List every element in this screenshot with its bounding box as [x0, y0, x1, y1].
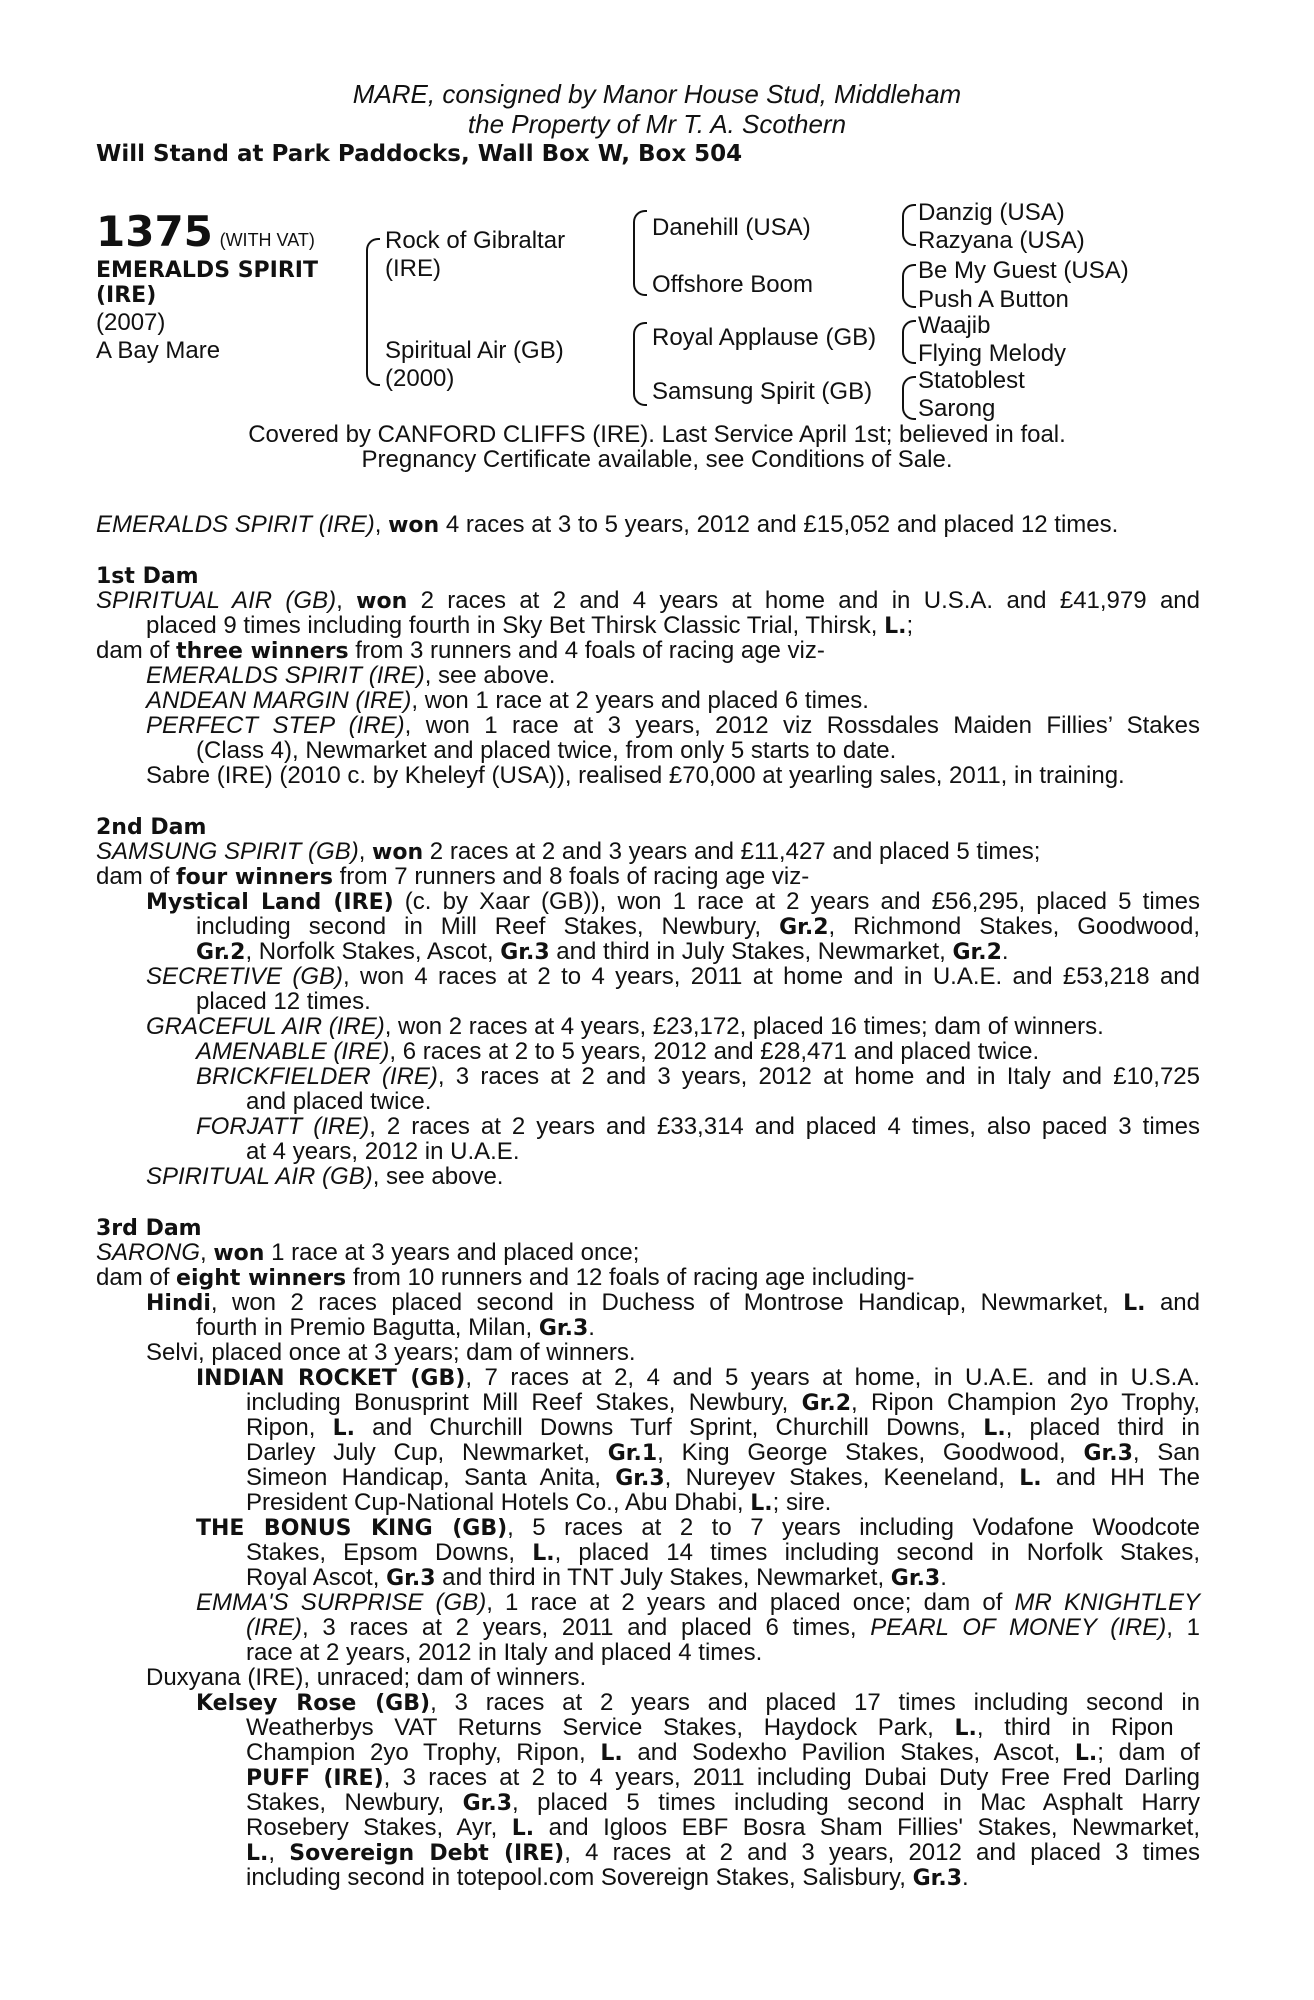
text-run: Darley July Cup, Newmarket,	[246, 1439, 608, 1466]
text-run: ,	[374, 511, 389, 538]
text-run: , 3 races at 2 years, 2011 and placed 6 times,	[302, 1614, 871, 1641]
foaling-year: (2007)	[96, 309, 166, 336]
text-line	[196, 1039, 1039, 1064]
italic-run: EMMA'S SURPRISE (GB)	[196, 1589, 487, 1616]
text-line	[246, 1465, 1200, 1491]
text-run: , placed 14 times including second in Norfolk Stakes,	[554, 1539, 1200, 1566]
bold-run: Gr.3	[462, 1791, 513, 1816]
bold-run: 2nd Dam	[96, 815, 207, 840]
text-line	[146, 713, 1200, 738]
text-run: and Churchill Downs Turf Sprint, Churchill Downs,	[354, 1414, 984, 1441]
text-run: Sabre (IRE) (2010 c. by Kheleyf (USA)), realised £70,000 at yearling sales, 2011, in training.	[146, 762, 1125, 789]
italic-run: SPIRITUAL AIR (GB)	[146, 1163, 373, 1190]
text-line	[96, 563, 199, 589]
bold-run: Gr.3	[538, 1316, 589, 1341]
text-line	[196, 939, 1009, 965]
text-run: , won 2 races at 4 years, £23,172, placed 16 times; dam of winners.	[384, 1013, 1104, 1040]
text-run: including second in totepool.com Sovereign Stakes, Salisbury,	[246, 1864, 913, 1891]
bold-run: Gr.2	[952, 940, 1002, 965]
text-run: Champion 2yo Trophy, Ripon,	[246, 1739, 601, 1766]
bold-run: Gr.3	[1083, 1441, 1133, 1466]
bold-run: Gr.2	[779, 915, 829, 940]
text-run: , placed 5 times including second in Mac Asphalt Harry	[512, 1789, 1200, 1816]
text-run: Stakes, Newbury,	[246, 1789, 463, 1816]
pedigree-bracket-dd	[902, 376, 916, 420]
bold-run: Hindi	[146, 1291, 211, 1316]
text-run: ,	[336, 587, 357, 614]
text-run: , King George Stakes, Goodwood,	[657, 1439, 1084, 1466]
text-run: including second in Mill Reef Stakes, Newbury,	[196, 913, 780, 940]
text-run: and third in TNT July Stakes, Newmarket,	[435, 1564, 891, 1591]
text-line	[196, 1515, 1200, 1541]
text-run: , 3 races at 2 to 4 years, 2011 including Dubai Duty Free Fred Darling	[383, 1764, 1201, 1791]
text-line	[196, 1315, 595, 1341]
bold-run: L.	[600, 1741, 623, 1766]
bold-run: L.	[884, 614, 907, 639]
text-run: placed 9 times including fourth in Sky Bet Thirsk Classic Trial, Thirsk,	[146, 612, 885, 639]
text-line	[246, 1440, 1200, 1466]
dam-dam: Samsung Spirit (GB)	[652, 378, 873, 405]
text-line	[246, 1715, 1174, 1741]
text-run: , won 4 races at 2 to 4 years, 2011 at home and in U.A.E. and £53,218 and	[343, 963, 1201, 990]
text-line	[146, 1014, 1104, 1039]
italic-run: SAMSUNG SPIRIT (GB)	[96, 838, 359, 865]
text-run: , Richmond Stakes, Goodwood,	[828, 913, 1201, 940]
bold-run: Gr.3	[912, 1866, 963, 1891]
text-run: Weatherbys VAT Returns Service Stakes, Haydock Park,	[246, 1714, 955, 1741]
text-run: , Ripon Champion 2yo Trophy,	[851, 1389, 1200, 1416]
text-run: .	[940, 1564, 947, 1591]
text-run: , see above.	[372, 1163, 504, 1190]
property-line: the Property of Mr T. A. Scothern	[467, 109, 847, 139]
text-run: , 1	[1166, 1614, 1201, 1641]
text-line	[146, 613, 913, 639]
text-run: 2 races at 2 and 3 years and £11,427 and placed 5 times;	[423, 838, 1041, 865]
dam-year: (2000)	[385, 365, 455, 392]
text-line	[246, 1740, 1200, 1766]
text-run: from 3 runners and 4 foals of racing age viz-	[348, 637, 825, 664]
text-run: dam of	[96, 863, 177, 890]
pedigree-bracket-ss	[902, 204, 916, 246]
text-run: , 1 race at 2 years and placed once; dam of	[486, 1589, 1015, 1616]
bold-run: L.	[332, 1416, 355, 1441]
text-line	[246, 1790, 1200, 1816]
sire-sire: Danehill (USA)	[652, 214, 811, 241]
text-run: , 4 races at 2 and 3 years, 2012 and placed 3 times	[564, 1839, 1200, 1866]
bold-run: won	[356, 589, 408, 614]
bold-run: Gr.2	[196, 940, 246, 965]
text-run: .	[1001, 938, 1009, 965]
text-run: Stakes, Epsom Downs,	[246, 1539, 533, 1566]
text-line	[96, 814, 206, 840]
text-run: and Igloos EBF Bosra Sham Fillies' Stakes, Newmarket,	[534, 1814, 1201, 1841]
dam-sire: Royal Applause (GB)	[652, 324, 877, 351]
italic-run: SARONG	[96, 1239, 201, 1266]
text-run: Ripon,	[246, 1414, 333, 1441]
sire-dam-sire: Be My Guest (USA)	[918, 257, 1129, 284]
consignor-line: MARE, consigned by Manor House Stud, Middleham	[352, 79, 962, 109]
bold-run: won	[213, 1241, 265, 1266]
pregnancy-note: Pregnancy Certificate available, see Conditions of Sale.	[361, 446, 953, 473]
text-run: President Cup-National Hotels Co., Abu Dhabi,	[246, 1489, 751, 1516]
text-run: 2 races at 2 and 4 years at home and in U.S.A. and £41,979 and	[407, 587, 1200, 614]
dam-dam-sire: Statoblest	[918, 367, 1025, 394]
text-line	[146, 688, 869, 713]
text-run: and placed twice.	[246, 1088, 432, 1115]
bold-run: 1st Dam	[96, 564, 199, 589]
text-run: and third in July Stakes, Newmarket,	[549, 938, 953, 965]
text-run: 1 race at 3 years and placed once;	[264, 1239, 640, 1266]
bold-run: INDIAN ROCKET (GB)	[196, 1366, 466, 1391]
text-run: , third in Ripon	[976, 1714, 1174, 1741]
text-run: , won 2 races placed second in Duchess of Montrose Handicap, Newmarket,	[210, 1289, 1124, 1316]
text-line	[246, 1565, 947, 1591]
bold-run: Mystical Land (IRE)	[146, 890, 394, 915]
text-line	[246, 1865, 969, 1891]
text-run: , 3 races at 2 years and placed 17 times including second in	[430, 1689, 1201, 1716]
pedigree-bracket-main	[366, 238, 380, 386]
sire-dam: Offshore Boom	[652, 271, 813, 298]
text-run: placed 12 times.	[196, 988, 371, 1015]
bold-run: L.	[954, 1716, 977, 1741]
bold-run: Gr.3	[890, 1566, 941, 1591]
text-line	[146, 964, 1200, 989]
text-line	[246, 1615, 1200, 1640]
text-run: , 5 races at 2 to 7 years including Vodafone Woodcote	[507, 1514, 1201, 1541]
text-run: , won 1 race at 3 years, 2012 viz Rossdales Maiden Fillies’ Stakes	[404, 712, 1200, 739]
text-line	[196, 1690, 1200, 1716]
lot-number-row	[96, 207, 315, 262]
text-run: , placed third in	[1005, 1414, 1200, 1441]
text-line	[146, 763, 1125, 788]
text-line	[196, 1590, 1200, 1615]
text-run: from 10 runners and 12 foals of racing age including-	[346, 1264, 915, 1291]
stabling-line: Will Stand at Park Paddocks, Wall Box W, Box 504	[96, 141, 743, 167]
text-line	[196, 989, 371, 1014]
text-run: (Class 4), Newmarket and placed twice, from only 5 starts to date.	[196, 737, 897, 764]
text-run: dam of	[96, 637, 177, 664]
italic-run: ANDEAN MARGIN (IRE)	[146, 687, 412, 714]
sire-suffix: (IRE)	[385, 255, 441, 282]
text-run: , 7 races at 2, 4 and 5 years at home, in U.A.E. and in U.S.A.	[465, 1364, 1201, 1391]
italic-run: GRACEFUL AIR (IRE)	[146, 1013, 385, 1040]
bold-run: Gr.3	[615, 1466, 665, 1491]
text-line	[96, 839, 1040, 865]
text-line	[196, 914, 1200, 940]
bold-run: Gr.3	[386, 1566, 436, 1591]
bold-run: L.	[983, 1416, 1006, 1441]
pedigree-bracket-sd	[902, 264, 916, 308]
text-run: ,	[358, 838, 373, 865]
bold-run: Kelsey Rose (GB)	[196, 1691, 431, 1716]
text-run: ;	[906, 612, 914, 639]
text-line	[146, 1340, 636, 1365]
lot-number: 1375	[96, 207, 213, 256]
text-run: and	[1145, 1289, 1200, 1316]
text-run: dam of	[96, 1264, 177, 1291]
bold-run: won	[388, 513, 440, 538]
text-run: , won 1 race at 2 years and placed 6 times.	[411, 687, 869, 714]
text-line	[146, 1290, 1200, 1316]
bold-run: L.	[1074, 1741, 1098, 1766]
text-line	[246, 1640, 762, 1665]
bold-run: 3rd Dam	[96, 1216, 202, 1241]
text-line	[246, 1390, 1200, 1416]
bold-run: four winners	[176, 865, 333, 890]
text-line	[146, 663, 555, 688]
bold-run: Gr.2	[801, 1391, 852, 1416]
text-line	[96, 588, 1200, 614]
text-run: from 7 runners and 8 foals of racing age viz-	[332, 863, 810, 890]
text-run: Duxyana (IRE), unraced; dam of winners.	[146, 1664, 587, 1691]
text-run: Royal Ascot,	[246, 1564, 387, 1591]
italic-run: MR KNIGHTLEY	[1014, 1589, 1201, 1616]
text-run: and HH The	[1041, 1464, 1201, 1491]
text-run: fourth in Premio Bagutta, Milan,	[196, 1314, 539, 1341]
text-line	[196, 1114, 1200, 1139]
text-run: ; sire.	[772, 1489, 832, 1516]
text-run: at 4 years, 2012 in U.A.E.	[246, 1138, 520, 1165]
italic-run: (IRE)	[246, 1614, 302, 1641]
bold-run: L.	[750, 1491, 773, 1516]
text-run: , see above.	[424, 662, 556, 689]
covering-note: Covered by CANFORD CLIFFS (IRE). Last Service April 1st; believed in foal.	[248, 421, 1066, 448]
italic-run: EMERALDS SPIRIT (IRE)	[96, 511, 375, 538]
text-run: Rosebery Stakes, Ayr,	[246, 1814, 512, 1841]
italic-run: FORJATT (IRE)	[196, 1113, 370, 1140]
bold-run: three winners	[176, 639, 349, 664]
text-line	[246, 1415, 1200, 1441]
pedigree-bracket-sire	[633, 210, 647, 296]
text-line	[246, 1815, 1200, 1841]
text-run: 4 races at 3 to 5 years, 2012 and £15,052 and placed 12 times.	[439, 511, 1119, 538]
text-line	[146, 1164, 503, 1189]
italic-run: PERFECT STEP (IRE)	[146, 712, 405, 739]
text-run: Simeon Handicap, Santa Anita,	[246, 1464, 616, 1491]
bold-run: L.	[1123, 1291, 1146, 1316]
dam-dam-dam: Sarong	[918, 395, 996, 422]
text-line	[96, 512, 1118, 538]
sire-sire-dam: Razyana (USA)	[918, 227, 1085, 254]
text-line	[246, 1540, 1200, 1566]
dam-sire-sire: Waajib	[918, 312, 991, 339]
horse-name-suffix: (IRE)	[96, 283, 157, 308]
text-line	[96, 1240, 639, 1266]
text-run: .	[962, 1864, 969, 1891]
bold-run: Gr.3	[500, 940, 550, 965]
sire: Rock of Gibraltar	[385, 227, 566, 254]
pedigree-bracket-dam	[633, 322, 647, 406]
bold-run: THE BONUS KING (GB)	[196, 1516, 508, 1541]
text-line	[96, 864, 809, 890]
text-run: , Norfolk Stakes, Ascot,	[245, 938, 501, 965]
italic-run: BRICKFIELDER (IRE)	[196, 1063, 438, 1090]
dam: Spiritual Air (GB)	[385, 337, 564, 364]
text-run: , Nureyev Stakes, Keeneland,	[664, 1464, 1020, 1491]
text-run: including Bonusprint Mill Reef Stakes, Newbury,	[246, 1389, 802, 1416]
text-run: .	[588, 1314, 595, 1341]
italic-run: SPIRITUAL AIR (GB)	[96, 587, 337, 614]
text-run: , 2 races at 2 years and £33,314 and placed 4 times, also paced 3 times	[369, 1113, 1200, 1140]
text-line	[196, 1365, 1200, 1391]
text-line	[246, 1139, 519, 1164]
vat-note: (WITH VAT)	[219, 230, 315, 250]
italic-run: EMERALDS SPIRIT (IRE)	[146, 662, 425, 689]
text-run: , 3 races at 2 and 3 years, 2012 at home and in Italy and £10,725	[437, 1063, 1200, 1090]
horse-name: EMERALDS SPIRIT	[96, 258, 318, 283]
pedigree-bracket-ds	[902, 320, 916, 364]
text-run: and Sodexho Pavilion Stakes, Ascot,	[622, 1739, 1075, 1766]
bold-run: PUFF (IRE)	[246, 1766, 384, 1791]
italic-run: PEARL OF MONEY (IRE)	[870, 1614, 1167, 1641]
sire-sire-sire: Danzig (USA)	[918, 199, 1065, 226]
text-line	[246, 1089, 431, 1114]
bold-run: L.	[1019, 1466, 1042, 1491]
text-run: ,	[200, 1239, 214, 1266]
text-run: , San	[1132, 1439, 1200, 1466]
text-run: Selvi, placed once at 3 years; dam of winners.	[146, 1339, 636, 1366]
text-run: ,	[268, 1839, 290, 1866]
bold-run: won	[372, 840, 424, 865]
text-line	[246, 1840, 1200, 1866]
text-run: ; dam of	[1097, 1739, 1200, 1766]
bold-run: Sovereign Debt (IRE)	[289, 1841, 565, 1866]
sire-dam-dam: Push A Button	[918, 286, 1069, 313]
text-run: (c. by Xaar (GB)), won 1 race at 2 years and £56,295, placed 5 times	[393, 888, 1201, 915]
bold-run: L.	[532, 1541, 555, 1566]
horse-description: A Bay Mare	[96, 337, 221, 364]
text-line	[96, 1215, 202, 1241]
text-line	[146, 1665, 586, 1690]
bold-run: L.	[246, 1841, 269, 1866]
bold-run: Gr.1	[607, 1441, 658, 1466]
italic-run: AMENABLE (IRE)	[196, 1038, 390, 1065]
text-line	[246, 1490, 831, 1516]
text-line	[196, 738, 896, 763]
text-line	[146, 889, 1200, 915]
bold-run: eight winners	[176, 1266, 347, 1291]
text-run: , 6 races at 2 to 5 years, 2012 and £28,471 and placed twice.	[389, 1038, 1040, 1065]
text-line	[196, 1064, 1200, 1089]
dam-sire-dam: Flying Melody	[918, 340, 1067, 367]
italic-run: SECRETIVE (GB)	[146, 963, 344, 990]
text-line	[246, 1765, 1200, 1791]
text-line	[96, 1265, 915, 1291]
text-run: race at 2 years, 2012 in Italy and placed 4 times.	[246, 1639, 763, 1666]
text-line	[96, 638, 825, 664]
bold-run: L.	[511, 1816, 535, 1841]
